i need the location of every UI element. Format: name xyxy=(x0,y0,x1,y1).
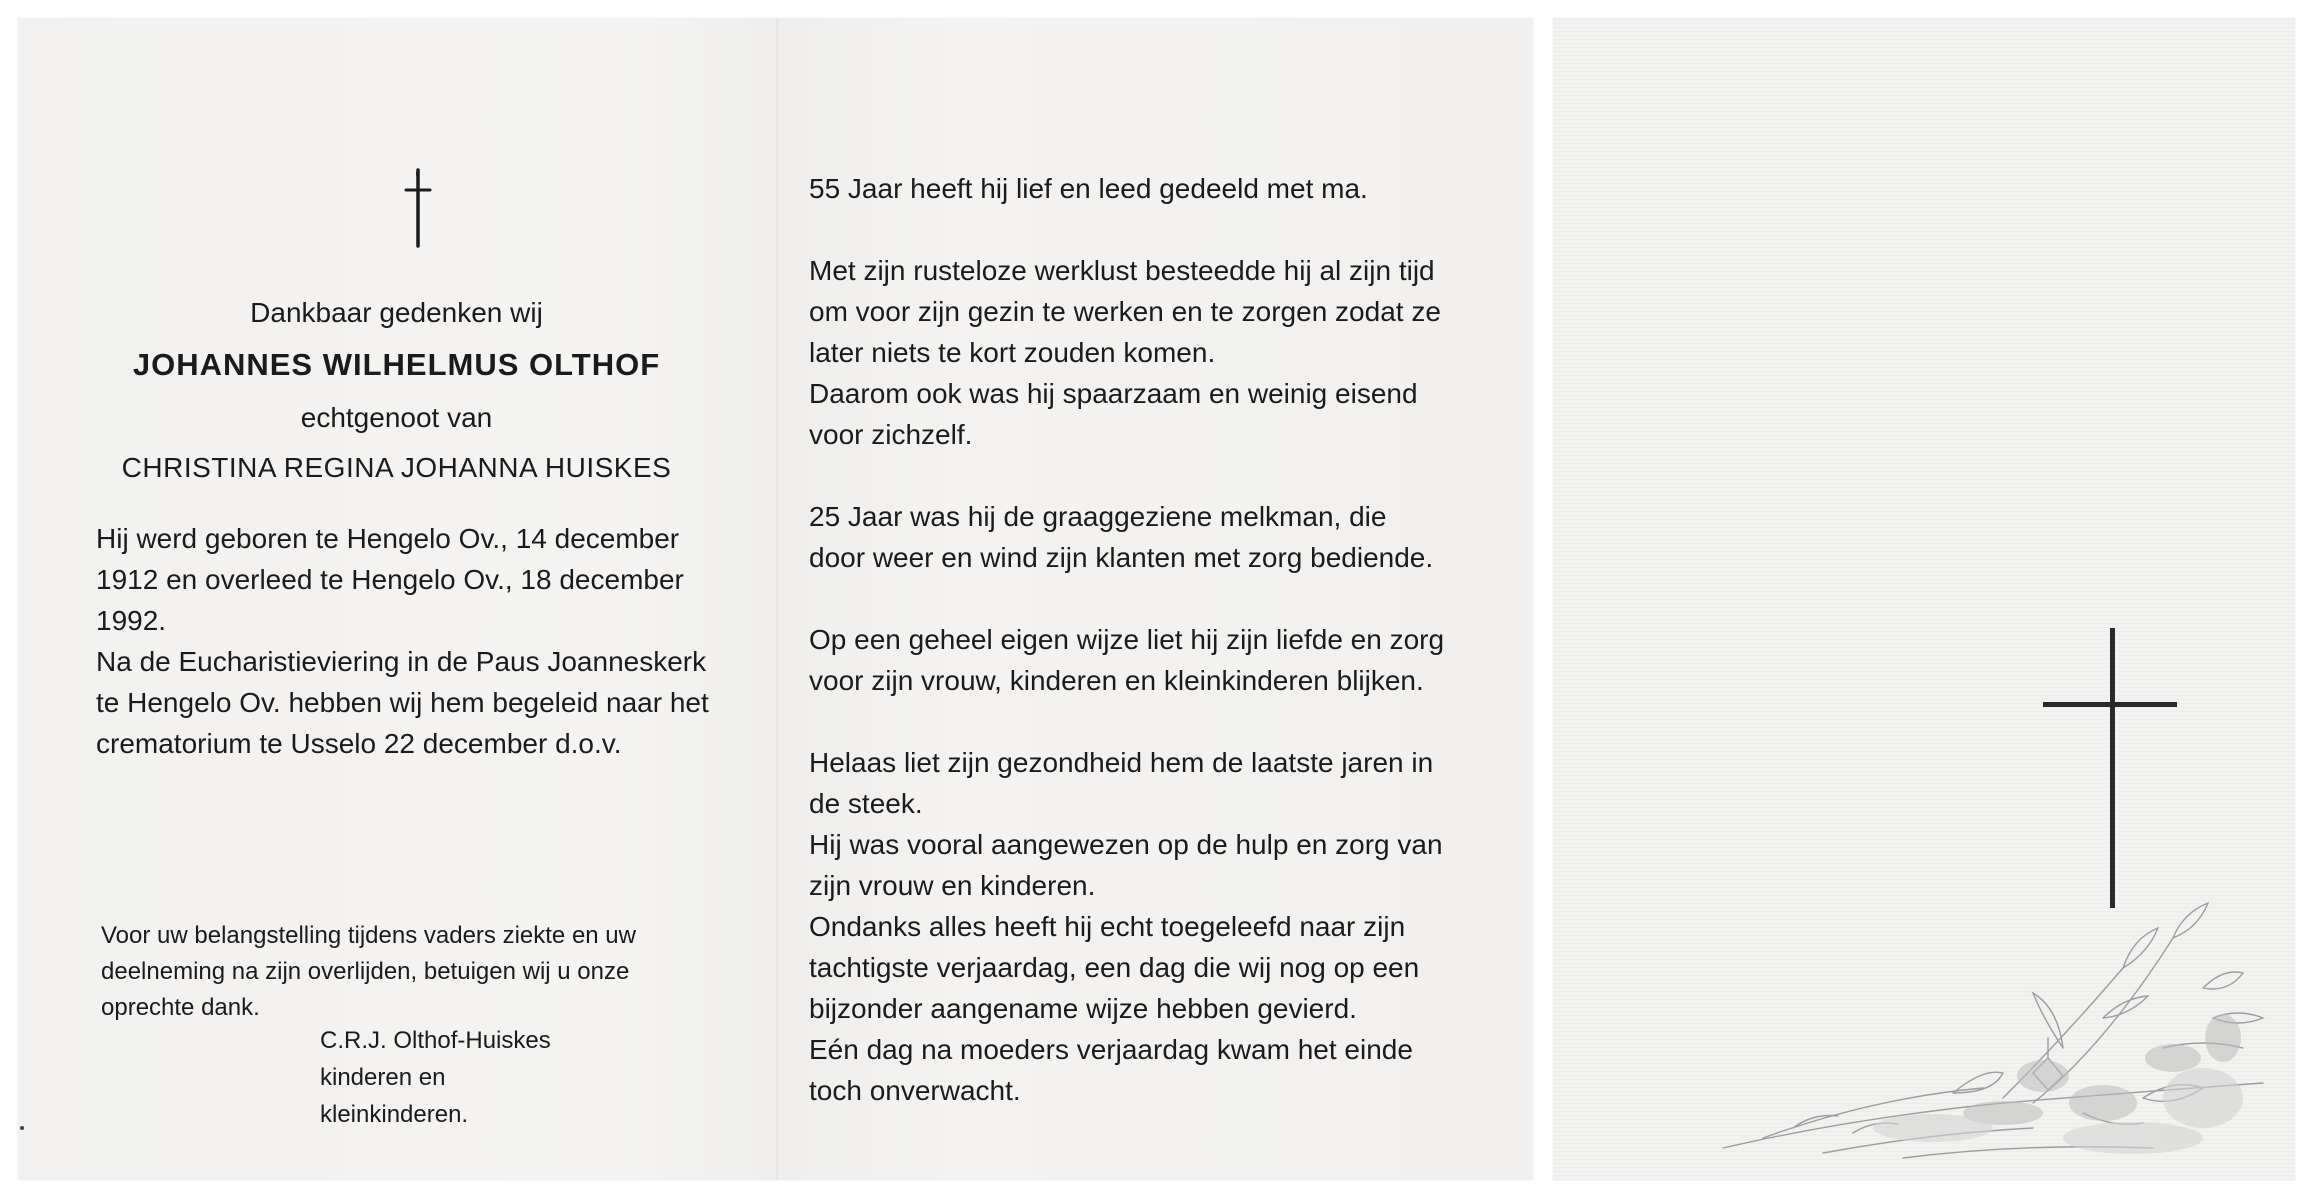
relation-line: echtgenoot van xyxy=(300,402,493,433)
text-line: voor zijn vrouw, kinderen en kleinkinderen blijken. xyxy=(809,665,1424,696)
signature-line: kinderen en xyxy=(320,1064,446,1091)
life-line: 1992. xyxy=(96,605,167,636)
paragraph xyxy=(809,250,1489,455)
memorial-text xyxy=(809,168,1489,1111)
thanks-line: deelneming na zijn overlijden, betuigen wij u onze xyxy=(101,958,630,985)
text-line: 55 Jaar heeft hij lief en leed gedeeld met ma. xyxy=(809,173,1368,204)
intro-line: Dankbaar gedenken wij xyxy=(250,297,543,328)
text-line: bijzonder aangename wijze hebben gevierd. xyxy=(809,993,1357,1024)
paragraph xyxy=(809,168,1489,209)
text-line: de steek. xyxy=(809,788,923,819)
life-line: te Hengelo Ov. hebben wij hem begeleid naar het xyxy=(96,687,709,718)
signature-line: kleinkinderen. xyxy=(320,1101,469,1128)
text-line: Ondanks alles heeft hij echt toegeleefd naar zijn xyxy=(809,911,1406,942)
text-line: Op een geheel eigen wijze liet hij zijn liefde en zorg xyxy=(809,624,1445,655)
signature xyxy=(320,1022,551,1133)
life-line: Na de Eucharistieviering in de Paus Joanneskerk xyxy=(96,646,707,677)
text-line: toch onverwacht. xyxy=(809,1075,1021,1106)
life-line: Hij werd geboren te Hengelo Ov., 14 december xyxy=(96,523,680,554)
text-line: Hij was vooral aangewezen op de hulp en zorg van xyxy=(809,829,1443,860)
text-line: Daarom ook was hij spaarzaam en weinig eisend xyxy=(809,378,1418,409)
text-line: zijn vrouw en kinderen. xyxy=(809,870,1096,901)
thanks-line: Voor uw belangstelling tijdens vaders ziekte en uw xyxy=(101,922,636,949)
paragraph xyxy=(809,742,1489,1111)
text-line: 25 Jaar was hij de graaggeziene melkman, die xyxy=(809,501,1387,532)
deceased-name: JOHANNES WILHELMUS OLTHOF xyxy=(132,347,661,382)
thanks-text xyxy=(101,918,741,1026)
text-line: om voor zijn gezin te werken en te zorgen zodat ze xyxy=(809,296,1441,327)
left-panel xyxy=(18,18,775,1180)
text-line: Met zijn rusteloze werklust besteedde hij al zijn tijd xyxy=(809,255,1435,286)
floral-arrangement-icon xyxy=(1703,898,2283,1168)
text-line: tachtigste verjaardag, een dag die wij nog op een xyxy=(809,952,1420,983)
text-line: Eén dag na moeders verjaardag kwam het einde xyxy=(809,1034,1413,1065)
paragraph xyxy=(809,619,1489,701)
thanks-line: oprechte dank. xyxy=(101,994,260,1021)
text-line: later niets te kort zouden komen. xyxy=(809,337,1216,368)
spouse-name: CHRISTINA REGINA JOHANNA HUISKES xyxy=(121,452,672,483)
signature-line: C.R.J. Olthof-Huiskes xyxy=(320,1027,551,1054)
front-card xyxy=(1553,18,2295,1180)
cross-icon xyxy=(2023,608,2203,908)
life-details xyxy=(96,518,736,764)
life-line: 1912 en overleed te Hengelo Ov., 18 december xyxy=(96,564,684,595)
cross-icon xyxy=(388,168,448,248)
text-line: Helaas liet zijn gezondheid hem de laatste jaren in xyxy=(809,747,1434,778)
life-line: crematorium te Usselo 22 december d.o.v. xyxy=(96,728,622,759)
paragraph xyxy=(809,496,1489,578)
text-line: door weer en wind zijn klanten met zorg bediende. xyxy=(809,542,1434,573)
text-line: voor zichzelf. xyxy=(809,419,973,450)
paper-mark xyxy=(20,1126,24,1130)
